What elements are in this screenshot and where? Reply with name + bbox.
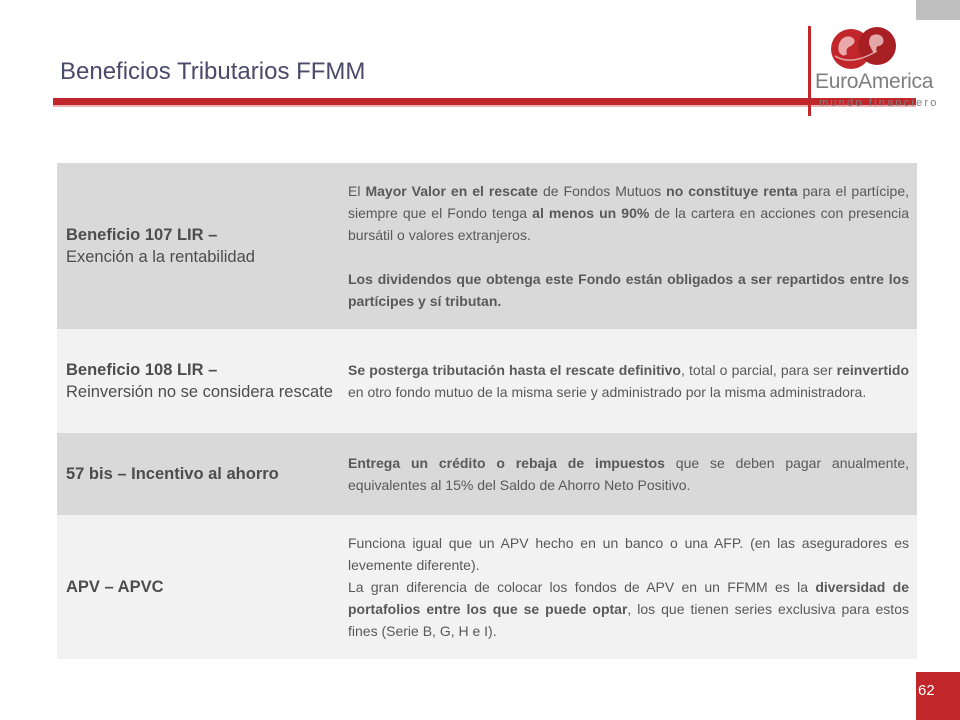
benefit-row-apv (57, 515, 917, 659)
bold-text-run: Se posterga tributación hasta el rescate definitivo (348, 362, 681, 378)
text-run: La gran diferencia de colocar los fondos de APV en un FFMM es la (348, 579, 816, 595)
row-label-subtitle: Exención a la rentabilidad (66, 248, 255, 266)
bold-text-run: Los dividendos que obtenga este Fondo están obligados a ser repartidos entre los partícipes y sí tributan. (348, 271, 909, 309)
row-label-title: Beneficio 107 LIR – (66, 226, 218, 244)
bold-text-run: al menos un 90% (532, 205, 650, 221)
bold-text-run: no constituye renta (666, 183, 798, 199)
title-underline (53, 98, 916, 105)
row-description-paragraph (348, 359, 909, 403)
benefit-row-107 (57, 163, 917, 329)
text-run: , los que tienen series exclusiva para estos fines (Serie B, G, H e I). (348, 601, 909, 639)
text-run: para el partícipe, siempre que el Fondo tenga (348, 183, 910, 221)
row-description-paragraph (348, 268, 909, 312)
row-description (337, 180, 917, 312)
benefit-row-57bis (57, 433, 917, 515)
bold-text-run: Mayor Valor en el rescate (365, 183, 538, 199)
text-run: en otro fondo mutuo de la misma serie y administrado por la misma administradora. (348, 384, 867, 400)
row-label (57, 224, 337, 268)
page-title: Beneficios Tributarios FFMM (60, 58, 366, 85)
text-run: El (348, 183, 366, 199)
row-description-paragraph (348, 576, 909, 642)
row-description (337, 532, 917, 642)
row-label-title: Beneficio 108 LIR – (66, 361, 218, 379)
row-label (57, 463, 337, 485)
bold-text-run: reinvertido (836, 362, 909, 378)
text-run: , total o parcial, para ser (681, 362, 837, 378)
euroamerica-logo (808, 26, 939, 116)
logo-tagline: mundo financiero (819, 97, 939, 109)
row-label (57, 576, 337, 598)
benefit-row-108 (57, 329, 917, 433)
logo-brand: EuroAmerica (815, 70, 934, 93)
row-label-title: APV – APVC (66, 578, 164, 596)
row-description-paragraph (348, 452, 909, 496)
corner-tab (916, 0, 960, 20)
text-run: Funciona igual que un APV hecho en un banco o una AFP. (en las aseguradores es levemente diferente). (348, 535, 909, 573)
title-underline-shadow (53, 105, 916, 107)
globes-icon (821, 26, 907, 72)
bold-text-run: diversidad de portafolios entre los que se puede optar (348, 579, 910, 617)
page-number: 62 (916, 672, 960, 720)
text-run: que se deben pagar anualmente, equivalentes al 15% del Saldo de Ahorro Neto Positivo. (348, 455, 909, 493)
row-description (337, 452, 917, 496)
row-description-paragraph (348, 532, 909, 576)
text-run: de Fondos Mutuos (537, 183, 667, 199)
row-label (57, 359, 337, 403)
bold-text-run: Entrega un crédito o rebaja de impuestos (348, 455, 665, 471)
row-label-title: 57 bis – Incentivo al ahorro (66, 465, 279, 483)
row-label-subtitle: Reinversión no se considera rescate (66, 383, 333, 401)
row-description-paragraph (348, 180, 909, 246)
row-description (337, 359, 917, 403)
text-run: de la cartera en acciones con presencia bursátil o valores extranjeros. (348, 205, 910, 243)
benefits-table (57, 163, 917, 659)
